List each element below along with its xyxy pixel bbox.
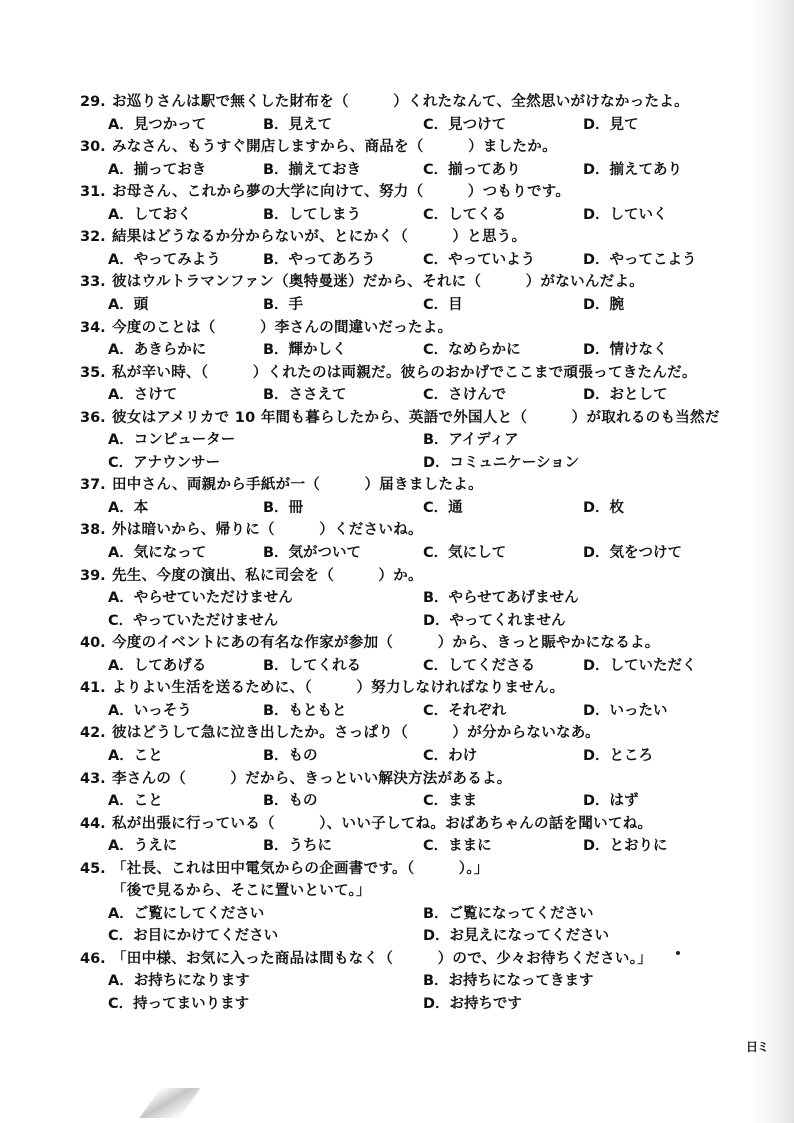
option-b: B．手 <box>263 296 304 313</box>
option-a: A．してあげる <box>108 657 207 674</box>
question-text: 「田中様、お気に入った商品は間もなく（ ）ので、少々お待ちください。」 <box>112 950 653 967</box>
question-text: 先生、今度の演出、私に司会を（ ）か。 <box>112 567 423 584</box>
option-c: C．お目にかけてください <box>108 928 279 945</box>
option-b: B．ご覧になってください <box>423 905 594 922</box>
option-b: B．輝かしく <box>263 342 347 359</box>
question-number: 38. <box>80 522 106 539</box>
option-d: D．見て <box>583 116 639 133</box>
question-text: 私が辛い時、（ ）くれたのは両親だ。彼らのおかげでここまで頑張ってきたんだ。 <box>112 364 697 381</box>
option-a: A．やらせていただけません <box>108 590 293 607</box>
question-number: 32. <box>80 229 106 246</box>
option-c: C．気にして <box>423 545 507 561</box>
question-text: お巡りさんは駅で無くした財布を（ ）くれたなんて、全然思いがけなかったよ。 <box>112 94 689 110</box>
question-number: 44. <box>80 815 106 832</box>
option-d: D．コミュニケーション <box>423 454 580 471</box>
option-d: D．枚 <box>583 499 625 516</box>
option-c: C．やっていただけません <box>108 612 279 629</box>
option-c: C．わけ <box>423 747 478 764</box>
option-c: C．さけんで <box>423 387 507 404</box>
question-text: 「社長、これは田中電気からの企画書です。（ ）。」 <box>112 860 489 877</box>
option-a: A．コンピューター <box>108 432 236 449</box>
option-a: A．お持ちになります <box>108 973 250 990</box>
option-b: B．冊 <box>263 499 304 516</box>
option-a: A．いっそう <box>108 702 192 719</box>
question-number: 40. <box>80 635 106 652</box>
option-b: B．やらせてあげません <box>423 590 579 607</box>
question-number: 35. <box>80 364 106 381</box>
question-text: 彼はどうして急に泣き出したか。さっぱり（ ）が分からないなあ。 <box>112 725 600 742</box>
question-number: 45. <box>80 860 106 877</box>
question-text: お母さん、これから夢の大学に向けて、努力（ ）つもりです。 <box>112 184 571 201</box>
question-text: 外は暗いから、帰りに（ ）くださいね。 <box>112 522 423 539</box>
option-d: D．気をつけて <box>583 545 683 561</box>
option-b: B．もともと <box>263 702 347 719</box>
question-text: 彼はウルトラマンファン（奥特曼迷）だから、それに（ ）がないんだよ。 <box>112 274 645 291</box>
question-number: 33. <box>80 274 106 291</box>
option-a: A．しておく <box>108 206 192 223</box>
question-number: 46. <box>80 950 106 967</box>
option-b: B．揃えておき <box>263 161 362 178</box>
option-c: C．なめらかに <box>423 342 521 359</box>
option-d: D．お見えになってください <box>423 928 610 945</box>
option-c: C．目 <box>423 296 463 313</box>
option-c: C．アナウンサー <box>108 454 221 471</box>
option-d: D．おとして <box>583 387 668 404</box>
question-text: 李さんの（ ）だから、きっといい解決方法があるよ。 <box>112 770 512 787</box>
option-a: A．こと <box>108 747 163 764</box>
option-a: A．さけて <box>108 387 178 404</box>
question-text: 「後で見るから、そこに置いといて。」 <box>112 883 371 900</box>
question-number: 43. <box>80 770 106 787</box>
question-number: 29. <box>80 94 106 110</box>
option-c: C．通 <box>423 499 463 516</box>
option-c: C．まま <box>423 793 478 810</box>
option-c: C．それぞれ <box>423 702 507 719</box>
option-a: A．気になって <box>108 545 207 561</box>
option-a: A．揃っておき <box>108 161 207 178</box>
page-mark: 日ミ <box>746 1040 769 1054</box>
option-b: B．見えて <box>263 116 333 133</box>
question-number: 39. <box>80 567 106 584</box>
option-a: A．こと <box>108 793 163 810</box>
option-d: D．していく <box>583 206 668 223</box>
option-b: B．アイディア <box>423 432 519 449</box>
option-a: A．頭 <box>108 296 149 313</box>
option-d: D．はず <box>583 793 639 810</box>
option-b: B．してしまう <box>263 206 362 223</box>
question-text: 彼女はアメリカで 10 年間も暮らしたから、英語で外国人と（ ）が取れるのも当然だ <box>112 409 720 426</box>
option-a: A．本 <box>108 499 149 516</box>
option-d: D．揃えてあり <box>583 161 683 178</box>
option-d: D．腕 <box>583 296 625 313</box>
question-text: 今度のイベントにあの有名な作家が参加（ ）から、きっと賑やかになるよ。 <box>112 635 660 652</box>
option-d: D．していただく <box>583 657 697 674</box>
question-text: 田中さん、両親から手紙が一（ ）届きましたよ。 <box>112 477 483 494</box>
option-b: B．うちに <box>263 838 333 855</box>
option-c: C．ままに <box>423 838 492 855</box>
option-b: B．お持ちになってきます <box>423 973 594 990</box>
question-number: 30. <box>80 139 106 156</box>
question-number: 37. <box>80 477 106 494</box>
option-d: D．お持ちです <box>423 996 522 1012</box>
question-text: よりよい生活を送るために、（ ）努力しなければなりません。 <box>112 680 565 697</box>
option-b: B．ささえて <box>263 387 347 404</box>
option-a: A．ご覧にしてください <box>108 905 265 922</box>
option-d: D．ところ <box>583 747 654 764</box>
question-text: 私が出張に行っている（ ）、いい子してね。おばあちゃんの話を聞いてね。 <box>112 815 653 832</box>
option-a: A．やってみよう <box>108 251 221 268</box>
option-b: B．気がついて <box>263 545 362 561</box>
option-c: C．やっていよう <box>423 251 536 268</box>
question-number: 41. <box>80 680 106 697</box>
option-c: C．してくださる <box>423 657 536 674</box>
question-text: 今度のことは（ ）李さんの間違いだったよ。 <box>112 319 453 336</box>
option-b: B．もの <box>263 793 318 810</box>
option-a: A．うえに <box>108 838 178 855</box>
option-c: C．揃ってあり <box>423 161 521 178</box>
question-number: 36. <box>80 409 106 426</box>
option-d: D．とおりに <box>583 838 668 855</box>
option-d: D．情けなく <box>583 342 668 359</box>
option-c: C．してくる <box>423 206 507 223</box>
option-b: B．してくれる <box>263 657 362 674</box>
option-b: B．やってあろう <box>263 251 376 268</box>
option-a: A．見つかって <box>108 116 207 133</box>
option-c: C．持ってまいります <box>108 996 250 1012</box>
question-number: 42. <box>80 725 106 742</box>
question-number: 31. <box>80 184 106 201</box>
question-number: 34. <box>80 319 106 336</box>
option-d: D．やってこよう <box>583 251 697 268</box>
option-d: D．やってくれません <box>423 612 566 629</box>
question-text: みなさん、もうすぐ開店しますから、商品を（ ）ましたか。 <box>112 139 557 156</box>
question-text: 結果はどうなるか分からないが、とにかく（ ）と思う。 <box>112 229 527 246</box>
option-a: A．あきらかに <box>108 342 207 359</box>
option-d: D．いったい <box>583 702 668 719</box>
option-b: B．もの <box>263 747 318 764</box>
option-c: C．見つけて <box>423 116 507 133</box>
